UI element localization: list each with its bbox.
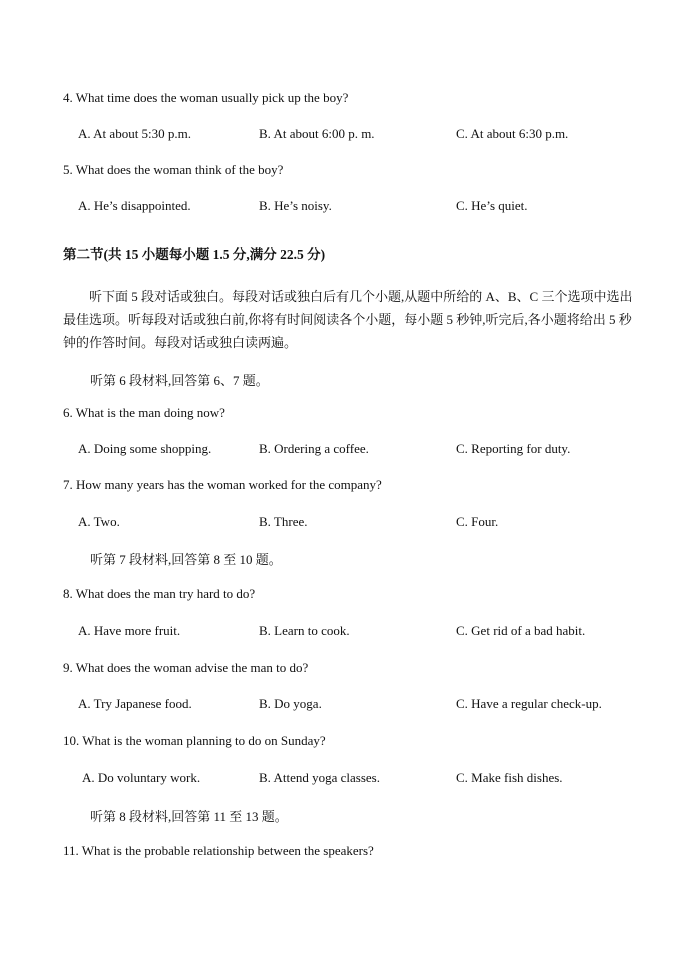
question-9: 9. What does the woman advise the man to do? (63, 660, 309, 675)
options-5 (0, 198, 688, 216)
question-5: 5. What does the woman think of the boy? (63, 162, 284, 177)
question-10: 10. What is the woman planning to do on Sunday? (63, 733, 326, 748)
option-a: A. Have more fruit. (78, 623, 181, 638)
option-b: B. He’s noisy. (259, 198, 332, 213)
material-note-7: 听第 7 段材料,回答第 8 至 10 题。 (90, 552, 282, 567)
options-6 (0, 441, 688, 459)
options-10 (0, 770, 688, 788)
option-a: A. Try Japanese food. (78, 696, 192, 711)
option-c: C. Make fish dishes. (456, 770, 563, 785)
section-instructions: 听下面 5 段对话或独白。每段对话或独白后有几个小题,从题中所给的 A、B、C 三个选项中选出最佳选项。听每段对话或独白前,你将有时间阅读各个小题，每小题 5 秒钟,听完后,各小题将给出 5 秒钟的作答时间。每段对话或独白读两遍。 (63, 289, 633, 350)
options-7 (0, 514, 688, 532)
question-6: 6. What is the man doing now? (63, 405, 225, 420)
option-b: B. Learn to cook. (259, 623, 350, 638)
option-c: C. Four. (456, 514, 499, 529)
options-8 (0, 623, 688, 641)
material-note-6: 听第 6 段材料,回答第 6、7 题。 (90, 373, 269, 388)
option-a: A. He’s disappointed. (78, 198, 191, 213)
section-title: 第二节(共 15 小题每小题 1.5 分,满分 22.5 分) (63, 247, 326, 262)
question-8: 8. What does the man try hard to do? (63, 586, 256, 601)
option-a: A. Two. (78, 514, 120, 529)
option-c: C. Reporting for duty. (456, 441, 571, 456)
options-4 (0, 126, 688, 144)
question-7: 7. How many years has the woman worked for the company? (63, 477, 382, 492)
material-note-8: 听第 8 段材料,回答第 11 至 13 题。 (90, 809, 288, 824)
option-c: C. At about 6:30 p.m. (456, 126, 569, 141)
option-b: B. Three. (259, 514, 308, 529)
option-b: B. Ordering a coffee. (259, 441, 369, 456)
question-11: 11. What is the probable relationship between the speakers? (63, 843, 374, 858)
option-a: A. Do voluntary work. (82, 770, 201, 785)
options-9 (0, 696, 688, 714)
option-c: C. Get rid of a bad habit. (456, 623, 586, 638)
option-c: C. He’s quiet. (456, 198, 528, 213)
option-c: C. Have a regular check-up. (456, 696, 602, 711)
option-b: B. Attend yoga classes. (259, 770, 380, 785)
option-b: B. At about 6:00 p. m. (259, 126, 375, 141)
option-a: A. At about 5:30 p.m. (78, 126, 192, 141)
option-b: B. Do yoga. (259, 696, 322, 711)
question-4: 4. What time does the woman usually pick up the boy? (63, 90, 349, 105)
option-a: A. Doing some shopping. (78, 441, 212, 456)
